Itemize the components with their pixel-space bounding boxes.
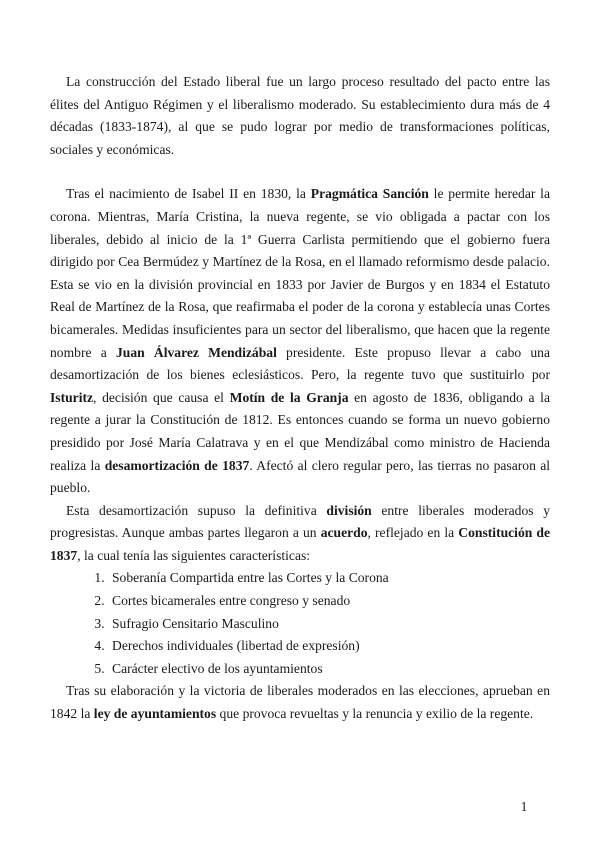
paragraph-isabel-ii: [50, 183, 550, 499]
paragraph-constitucion: [50, 500, 550, 568]
list-item: 4. Derechos individuales (libertad de expresión): [108, 635, 550, 658]
term-motin-granja: Motín de la Granja: [229, 389, 349, 405]
text-run: Esta desamortización supuso la definitiva: [66, 502, 327, 518]
text-run: le permite heredar la corona. Mientras, María Cristina, la nueva regente, se vio obligada a pactar con los liberales, debido al inicio de la 1ª Guerra Carlista permitiendo que el gobierno fuera dirigido por Cea Bermúdez y Martínez de la Rosa, en el llamado reformismo desde palacio. Esta se vio en la división provincial en 1833 por Javier de Burgos y en 1834 el Estatuto Real de Martínez de la Rosa, que reafirmaba el poder de la corona y establecía unas Cortes bicamerales. Medidas insuficientes para un sector del liberalismo, que hacen que la regente nombre a: [50, 186, 550, 360]
text-run: , la cual tenía las siguientes características:: [77, 547, 311, 563]
term-isturitz: Isturitz: [50, 389, 94, 405]
text-run: , decisión que causa el: [93, 389, 230, 405]
text-run: que provoca revueltas y la renuncia y exilio de la regente.: [216, 706, 534, 722]
paragraph-ley-ayuntamientos: [50, 680, 550, 725]
body-text: [50, 71, 550, 726]
text-run: Tras su elaboración y la victoria de liberales moderados en las elecciones, aprueban en 1842 la: [50, 683, 550, 722]
text-run: Tras el nacimiento de Isabel II en 1830, la: [66, 186, 311, 202]
term-ley-ayuntamientos: ley de ayuntamientos: [93, 706, 217, 722]
text-run: entre liberales moderados y progresistas. Aunque ambas partes llegaron a un: [50, 502, 550, 541]
list-item: 2. Cortes bicamerales entre congreso y senado: [108, 590, 550, 613]
term-pragmatica-sancion: Pragmática Sanción: [310, 186, 429, 202]
paragraph-intro: La construcción del Estado liberal fue un largo proceso resultado del pacto entre las élites del Antiguo Régimen y el liberalismo moderado. Su establecimiento dura más de 4 décadas (1833-1874), al que se pudo lograr por medio de transformaciones políticas, sociales y económicas.: [50, 74, 550, 157]
term-mendizabal: Juan Álvarez Mendizábal: [115, 344, 277, 360]
text-run: presidente. Este propuso llevar a cabo una desamortización de los bienes eclesiásticos. Pero, la regente tuvo que sustituirlo por: [50, 344, 550, 383]
characteristics-list: [50, 567, 550, 680]
term-acuerdo: acuerdo: [320, 525, 368, 541]
text-run: en agosto de 1836, obligando a la regente a jurar la Constitución de 1812. Es entonces cuando se forma un nuevo gobierno presidido por José María Calatrava y en el que Mendizábal como ministro de Hacienda realiza la: [50, 389, 550, 473]
term-division: división: [326, 502, 372, 518]
list-item: 3. Sufragio Censitario Masculino: [108, 613, 550, 636]
text-run: , reflejado en la: [367, 525, 459, 541]
list-item: 5. Carácter electivo de los ayuntamientos: [108, 658, 550, 681]
page-number: 1: [520, 799, 528, 814]
term-constitucion-1837: Constitución de 1837: [50, 525, 551, 563]
term-desamortizacion-1837: desamortización de 1837: [104, 457, 250, 473]
list-item: 1. Soberanía Compartida entre las Cortes y la Corona: [108, 567, 550, 590]
text-run: . Afectó al clero regular pero, las tierras no pasaron al pueblo.: [50, 457, 551, 496]
